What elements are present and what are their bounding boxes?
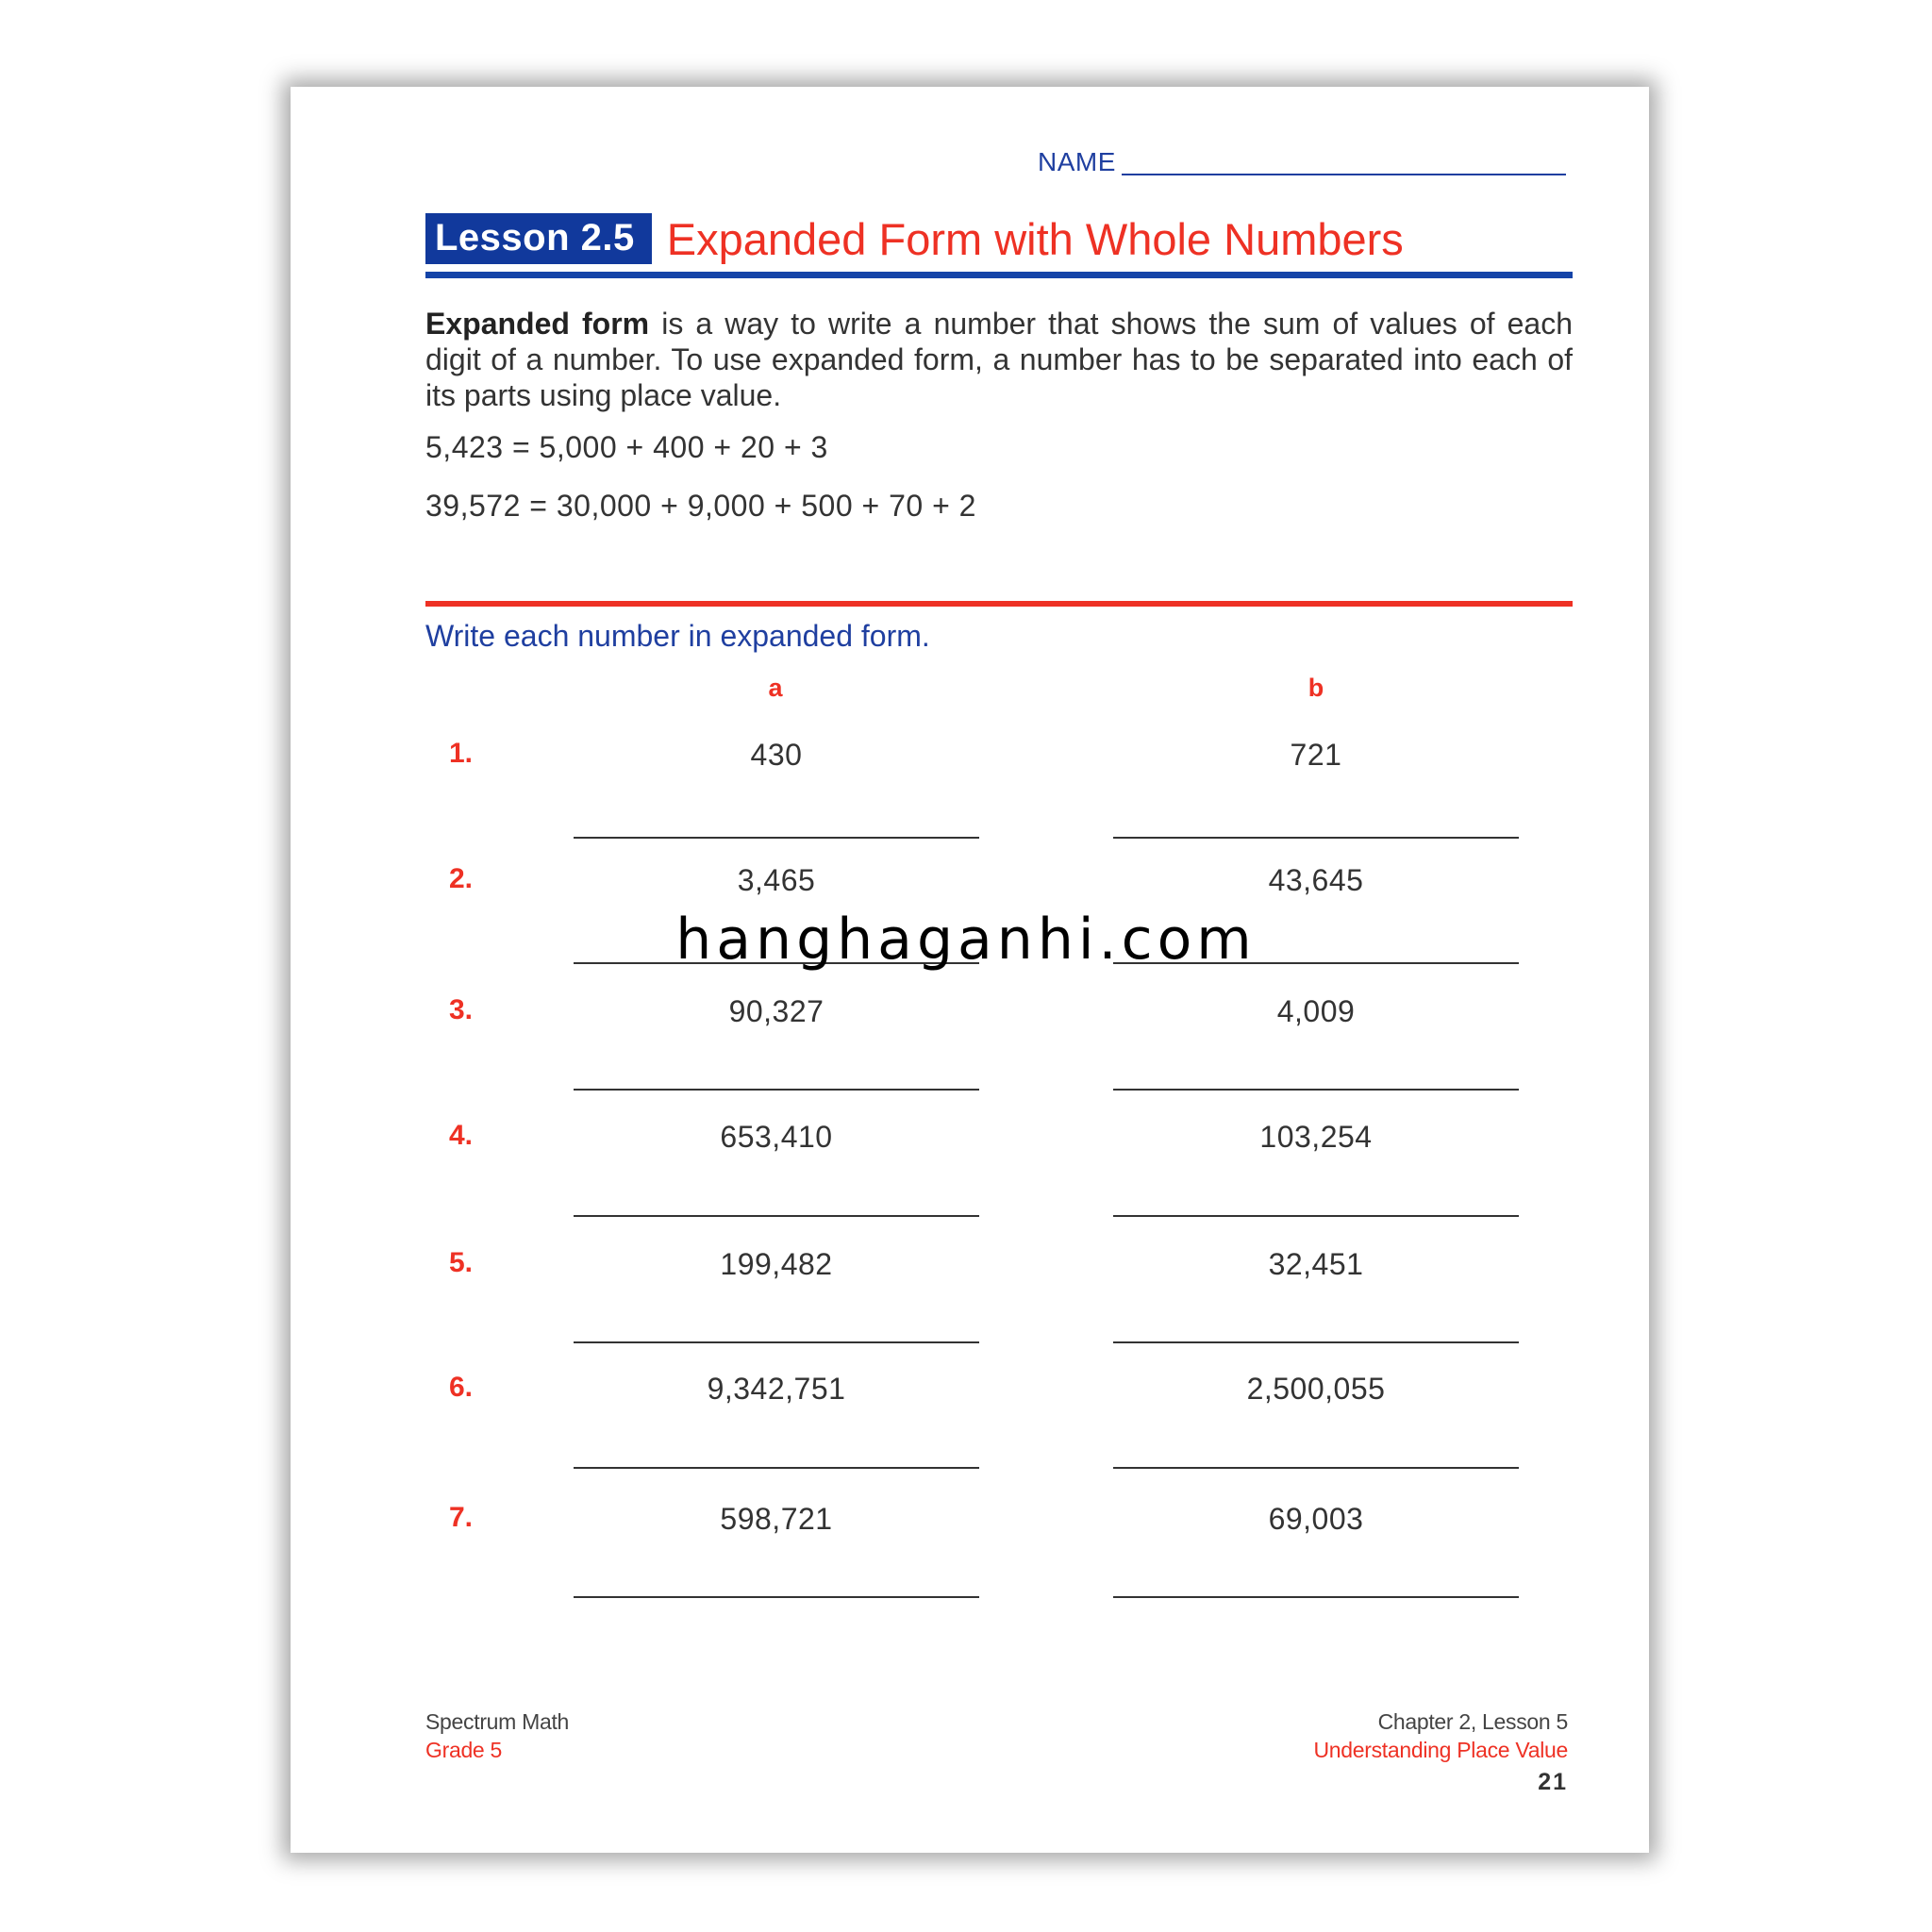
problem-value-b: 4,009: [1276, 994, 1356, 1028]
problem-value-a: 598,721: [720, 1502, 833, 1536]
intro-paragraph: [425, 306, 1573, 413]
answer-line-b[interactable]: [1113, 1341, 1519, 1343]
footer-right: [1313, 1707, 1568, 1764]
problem-value-a: 653,410: [720, 1120, 833, 1154]
name-label: NAME: [1038, 147, 1116, 176]
problem-value-a: 430: [750, 738, 803, 772]
problem-number: 3.: [449, 994, 474, 1025]
footer-left: [425, 1707, 569, 1764]
answer-line-a[interactable]: [574, 1341, 979, 1343]
answer-line-a[interactable]: [574, 1467, 979, 1469]
answer-line-b[interactable]: [1113, 837, 1519, 839]
answer-line-b[interactable]: [1113, 1467, 1519, 1469]
column-header-b: b: [1307, 674, 1324, 702]
footer-grade: Grade 5: [425, 1738, 503, 1762]
problem-number: 7.: [449, 1502, 474, 1533]
problem-value-a: 9,342,751: [707, 1372, 846, 1406]
intro-term: Expanded form: [425, 307, 650, 341]
lesson-badge: Lesson 2.5: [425, 213, 652, 264]
answer-line-a[interactable]: [574, 837, 979, 839]
footer-chapter: Chapter 2, Lesson 5: [1377, 1709, 1568, 1734]
footer-book-title: Spectrum Math: [425, 1709, 570, 1734]
example-2: 39,572 = 30,000 + 9,000 + 500 + 70 + 2: [425, 489, 976, 523]
lesson-title: Expanded Form with Whole Numbers: [666, 213, 1404, 264]
problem-number: 1.: [449, 738, 474, 769]
answer-line-b[interactable]: [1113, 1089, 1519, 1091]
answer-line-a[interactable]: [574, 1596, 979, 1598]
column-header-a: a: [768, 674, 783, 702]
page-number: 21: [1538, 1769, 1568, 1795]
section-divider: [425, 601, 1573, 607]
problem-number: 5.: [449, 1247, 474, 1278]
header-divider: [425, 272, 1573, 278]
problem-number: 2.: [449, 863, 474, 894]
intro-text: is a way to write a number that shows the sum of values of each digit of a number. To use expanded form, a number has to be separated into each of its parts using place value.: [425, 307, 1574, 412]
problem-number: 4.: [449, 1120, 474, 1151]
instruction-text: Write each number in expanded form.: [425, 619, 930, 653]
problem-value-b: 2,500,055: [1246, 1372, 1386, 1406]
example-1: 5,423 = 5,000 + 400 + 20 + 3: [425, 430, 828, 464]
problem-value-b: 32,451: [1268, 1247, 1364, 1281]
problem-value-b: 69,003: [1268, 1502, 1364, 1536]
problem-value-a: 199,482: [720, 1247, 833, 1281]
answer-line-b[interactable]: [1113, 1596, 1519, 1598]
answer-line-a[interactable]: [574, 1089, 979, 1091]
name-blank-line: [1122, 173, 1566, 175]
problem-value-b: 103,254: [1259, 1120, 1373, 1154]
problem-value-a: 3,465: [737, 863, 816, 897]
lesson-header: [425, 213, 1404, 264]
problem-number: 6.: [449, 1372, 474, 1403]
problem-value-a: 90,327: [728, 994, 824, 1028]
problem-value-b: 43,645: [1268, 863, 1364, 897]
answer-line-a[interactable]: [574, 1215, 979, 1217]
problem-value-b: 721: [1290, 738, 1342, 772]
name-field-row: [1038, 149, 1566, 175]
footer-topic: Understanding Place Value: [1313, 1738, 1568, 1762]
watermark: hanghaganhi.com: [675, 907, 1257, 973]
answer-line-b[interactable]: [1113, 1215, 1519, 1217]
